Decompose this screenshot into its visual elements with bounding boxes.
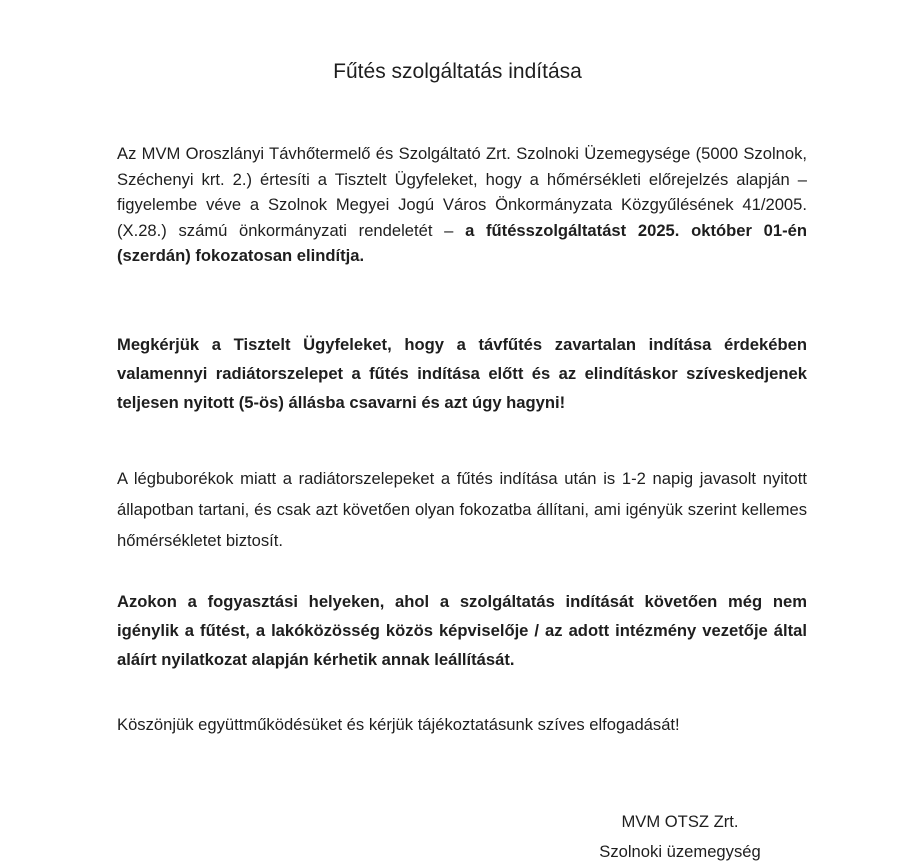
paragraph-opt-out: Azokon a fogyasztási helyeken, ahol a szolgáltatás indítását követően még nem igénylik a fűtést, a lakóközösség közös képviselője / az adott intézmény vezetője által aláírt nyilatkozat alapján kérhetik annak leállítását.: [117, 592, 807, 669]
signature-unit: Szolnoki üzemegység: [599, 842, 761, 861]
document-title: Fűtés szolgáltatás indítása: [333, 60, 582, 83]
paragraph-air-bubbles: A légbuborékok miatt a radiátorszelepeket a fűtés indítása után is 1-2 napig javasolt nyitott állapotban tartani, és csak azt követően olyan fokozatba állítani, ami igényük szerint kellemes hőmérsékletet biztosít.: [117, 469, 807, 550]
paragraph-thanks: Köszönjük együttműködésüket és kérjük tájékoztatásunk szíves elfogadását!: [117, 715, 680, 734]
signature-company: MVM OTSZ Zrt.: [621, 812, 739, 831]
announcement-bold-text: a fűtésszolgáltatást 2025. október 01-én (szerdán) fokozatosan elindítja.: [117, 220, 807, 265]
paragraph-radiator-request: Megkérjük a Tisztelt Ügyfeleket, hogy a távfűtés zavartalan indítása érdekében valamennyi radiátorszelepet a fűtés indítása előtt és az elindításkor szíveskedjenek teljesen nyitott (5-ös) állásba csavarni és azt úgy hagyni!: [117, 335, 807, 412]
announcement-text: Az MVM Oroszlányi Távhőtermelő és Szolgáltató Zrt. Szolnoki Üzemegysége (5000 Szolnok, Széchenyi krt. 2.) értesíti a Tisztelt Ügyfeleket, hogy a hőmérsékleti előrejelzés alapján – figyelembe véve a Szolnok Megyei Jogú Város Önkormányzata Közgyűlésének 41/2005. (X.28.) számú önkormányzati rendeletét –: [117, 144, 807, 240]
paragraph-announcement: [117, 141, 807, 269]
